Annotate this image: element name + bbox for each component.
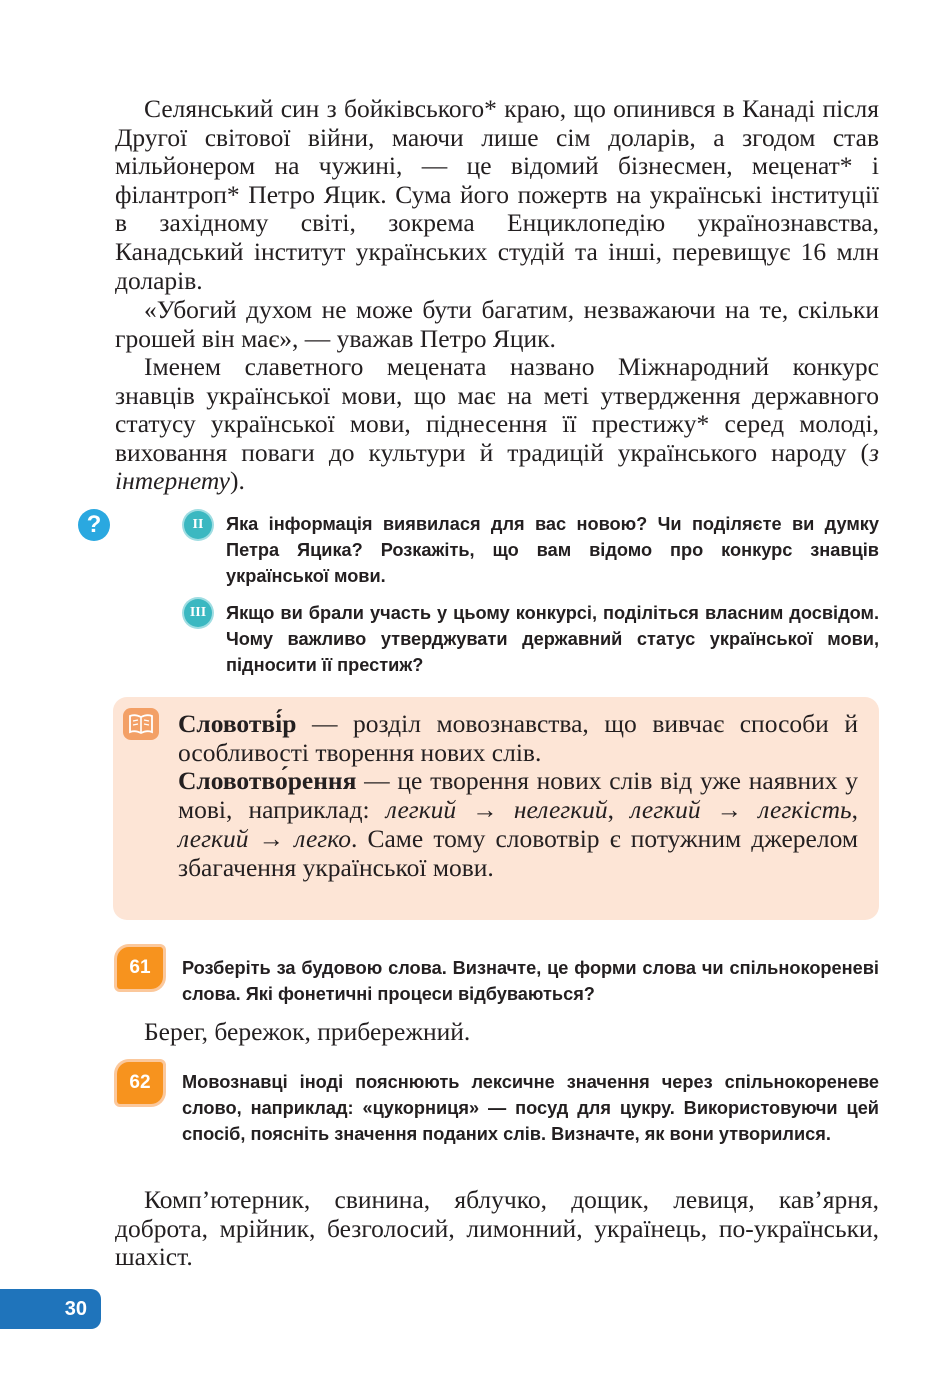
definition-slovotvorennia: — це творення нових слів від уже наявних у мові, наприклад: <box>178 766 858 825</box>
intro-paragraph-3-text: Іменем славетного мецената названо Міжнародний конкурс знавців української мови, що має на меті утвердження державного статусу української мови, піднесення її престижу* серед молоді, виховання поваги до культури й традицій українського народу ( <box>115 352 879 467</box>
definition-end: . Саме тому словотвір є потужним джерелом збагачення української мови. <box>178 823 858 882</box>
question-level-3: Якщо ви брали участь у цьому конкурсі, поділіться власним досвідом. Чому важливо утверджувати державний статус української мови, підносити її престиж? <box>226 603 879 675</box>
rule-definition-1 <box>178 710 858 767</box>
page-number: 30 <box>0 1289 101 1329</box>
rule-definition-2 <box>178 767 858 882</box>
term-slovotvir: Словотві́р <box>178 709 297 738</box>
example-3: легкий → легко <box>178 823 351 853</box>
book-icon <box>123 708 159 740</box>
level-2-badge: II <box>184 511 212 539</box>
book-icon-glyph <box>128 713 154 735</box>
exercise-number-61: 61 <box>117 947 163 989</box>
example-separator-1: , <box>607 795 631 825</box>
example-2: легкий → легкість <box>630 795 852 825</box>
definition-slovotvir: — розділ мовознавства, що вивчає способи й особливості творення нових слів. <box>178 709 858 767</box>
question-icon: ? <box>78 509 110 541</box>
exercise-61-words: Берег, бережок, прибережний. <box>144 1017 471 1046</box>
rule-text <box>178 710 858 882</box>
exercise-62-task: Мовознавці іноді пояснюють лексичне значення через спільнокореневе слово, наприклад: «цукорниця» — посуд для цукру. Використовуючи цей спосіб, поясніть значення поданих слів. Визначте, як вони утворилися. <box>182 1072 879 1144</box>
source-note: з інтернету <box>115 437 879 496</box>
example-1: легкий → нелегкий <box>385 795 608 825</box>
intro-paragraph-2: «Убогий духом не може бути багатим, незважаючи на те, скільки грошей він має», — уважав Петро Яцик. <box>115 295 879 353</box>
exercise-62-words: Комп’ютерник, свинина, яблучко, дощик, левиця, кав’ярня, доброта, мрійник, безголосий, лимонний, українець, по-українськи, шахіст. <box>115 1185 879 1272</box>
exercise-number-62: 62 <box>117 1062 163 1104</box>
term-slovotvorennia: Словотво́рення <box>178 766 357 796</box>
example-separator-2: , <box>851 795 858 825</box>
intro-paragraph-3-end: ). <box>229 466 245 496</box>
intro-paragraph-1: Селянський син з бойківського* краю, що опинився в Канаді після Другої світової війни, маючи лише сім доларів, а згодом став мільйонером на чужині, — це відомий бізнесмен, меценат* і філантроп* Петро Яцик. Сума його пожертв на українські інституції в західному світі, зокрема Енциклопедію українознавства, Канадський інститут українських студій та інші, перевищує 16 млн доларів. <box>115 94 879 295</box>
exercise-61-task: Розберіть за будовою слова. Визначте, це форми слова чи спільнокореневі слова. Які фонетичні процеси відбуваються? <box>182 958 879 1004</box>
intro-paragraph-3 <box>115 353 879 496</box>
level-3-badge: III <box>184 599 212 627</box>
question-level-2: Яка інформація виявилася для вас новою? Чи поділяєте ви думку Петра Яцика? Розкажіть, що вам відомо про конкурс знавців української мови. <box>226 514 879 586</box>
